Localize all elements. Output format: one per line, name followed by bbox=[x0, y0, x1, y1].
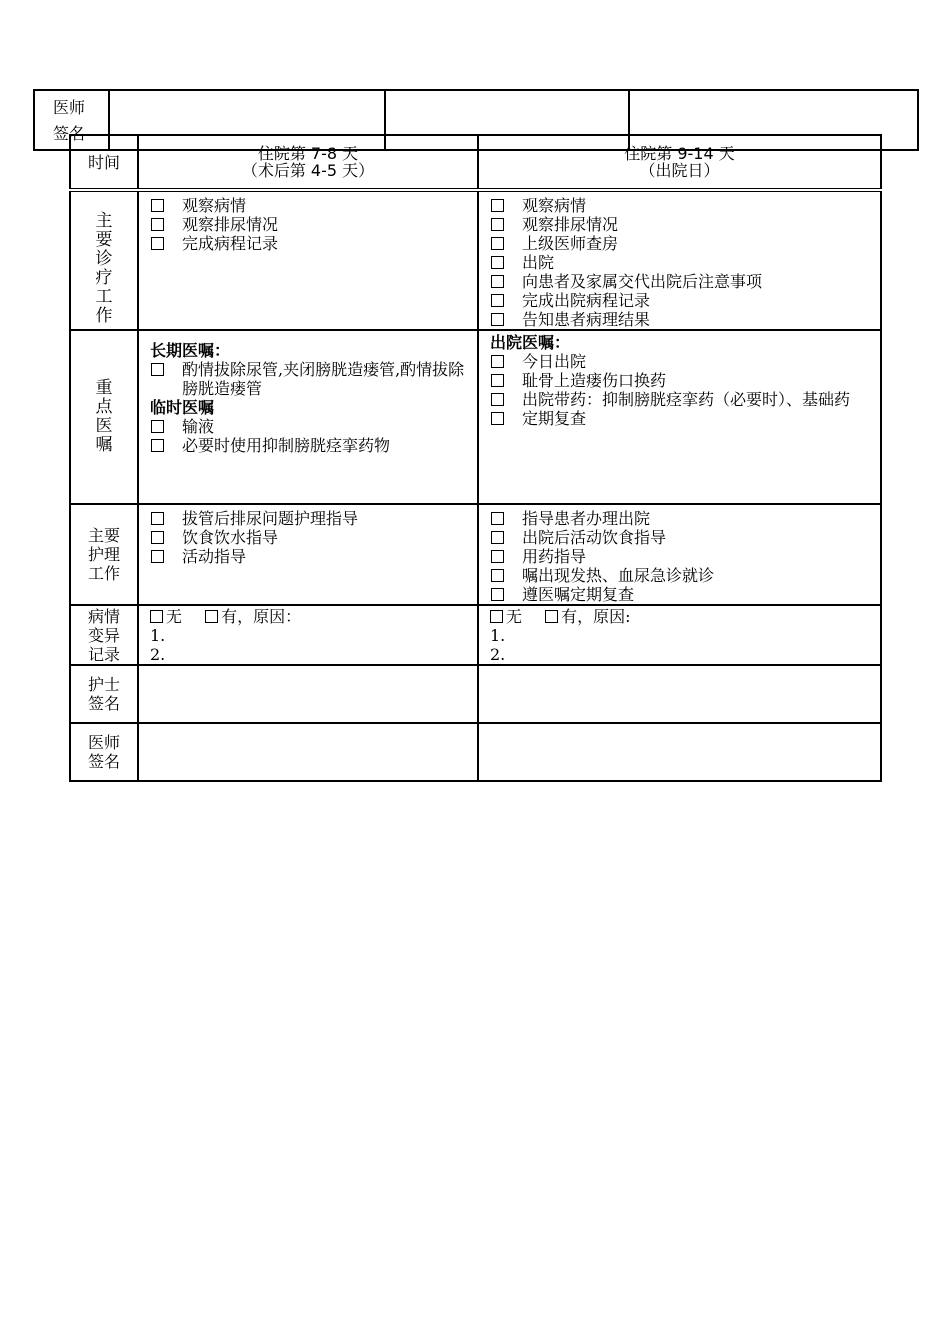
nurse-signature-day-7-8[interactable] bbox=[138, 665, 478, 723]
variance-day-7-8 bbox=[138, 605, 478, 665]
day-7-8-subtitle: （术后第 4-5 天） bbox=[241, 161, 375, 180]
checkbox-icon[interactable] bbox=[151, 420, 164, 433]
nursing-day-7-8 bbox=[138, 504, 478, 605]
nurse-signature-row bbox=[70, 665, 881, 723]
discharge-orders-title: 出院医嘱： bbox=[490, 333, 571, 352]
item-text: 出院 bbox=[522, 253, 555, 272]
label-line: 护士 bbox=[87, 675, 120, 694]
item-text: 观察排尿情况 bbox=[182, 215, 279, 234]
label-char: 嘱 bbox=[95, 435, 113, 455]
checkbox-icon[interactable] bbox=[490, 610, 503, 623]
item-text: 酌情拔除尿管,夹闭膀胱造瘘管,酌情拔除膀胱造瘘管 bbox=[182, 360, 465, 398]
checkbox-icon[interactable] bbox=[491, 256, 504, 269]
label-line: 护理 bbox=[87, 545, 120, 564]
item-text: 今日出院 bbox=[522, 352, 587, 371]
day-9-14-title: 住院第 9-14 天 bbox=[624, 144, 735, 163]
checkbox-icon[interactable] bbox=[491, 237, 504, 250]
item-text: 用药指导 bbox=[522, 547, 587, 566]
variance-label bbox=[70, 605, 138, 665]
item-text: 定期复查 bbox=[522, 409, 587, 428]
checklist-item[interactable] bbox=[490, 409, 870, 428]
item-text: 出院带药：抑制膀胱痉挛药（必要时）、基础药 bbox=[522, 390, 851, 409]
checklist-item[interactable] bbox=[490, 371, 870, 390]
option-text: 无 bbox=[166, 607, 183, 626]
checklist-item[interactable] bbox=[490, 234, 870, 253]
diagnosis-row bbox=[70, 190, 881, 330]
variance-item-1[interactable]: 1. bbox=[490, 626, 506, 645]
checklist-item[interactable] bbox=[150, 528, 467, 547]
label-char: 诊 bbox=[95, 249, 113, 269]
label-char: 疗 bbox=[95, 268, 113, 288]
checkbox-icon[interactable] bbox=[491, 393, 504, 406]
label-char: 医 bbox=[95, 416, 113, 436]
checklist-item[interactable] bbox=[490, 547, 870, 566]
checklist-item[interactable] bbox=[490, 272, 870, 291]
variance-yes-option[interactable] bbox=[545, 607, 630, 626]
time-label: 时间 bbox=[70, 135, 138, 190]
doctor-signature-label-line2: 签名 bbox=[53, 124, 86, 143]
day-7-8-title: 住院第 7-8 天 bbox=[257, 144, 359, 163]
checkbox-icon[interactable] bbox=[150, 610, 163, 623]
label-line: 医师 bbox=[87, 733, 120, 752]
checklist-item[interactable] bbox=[490, 509, 870, 528]
item-text: 观察病情 bbox=[522, 196, 587, 215]
orders-day-9-14 bbox=[478, 330, 881, 504]
variance-item-1[interactable]: 1. bbox=[150, 626, 166, 645]
checkbox-icon[interactable] bbox=[491, 374, 504, 387]
nurse-signature-label bbox=[70, 665, 138, 723]
clinical-pathway-table bbox=[69, 134, 882, 782]
item-text: 出院后活动饮食指导 bbox=[522, 528, 667, 547]
day-7-8-header bbox=[138, 135, 478, 190]
item-text: 活动指导 bbox=[182, 547, 247, 566]
label-line: 变异 bbox=[87, 625, 120, 645]
checklist-item[interactable] bbox=[150, 196, 467, 215]
checkbox-icon[interactable] bbox=[491, 512, 504, 525]
checklist-item[interactable] bbox=[150, 215, 467, 234]
item-text: 遵医嘱定期复查 bbox=[522, 585, 635, 604]
checkbox-icon[interactable] bbox=[491, 355, 504, 368]
checklist-item[interactable] bbox=[150, 360, 467, 398]
variance-none-option[interactable] bbox=[490, 607, 522, 626]
item-text: 观察病情 bbox=[182, 196, 247, 215]
label-char: 作 bbox=[95, 306, 113, 326]
item-text: 嘱出现发热、血尿急诊就诊 bbox=[522, 566, 715, 585]
label-line: 主要 bbox=[87, 526, 120, 545]
checklist-item[interactable] bbox=[150, 234, 467, 253]
checkbox-icon[interactable] bbox=[151, 439, 164, 452]
nursing-label bbox=[70, 504, 138, 605]
checkbox-icon[interactable] bbox=[151, 199, 164, 212]
checkbox-icon[interactable] bbox=[151, 363, 164, 376]
checklist-item[interactable] bbox=[490, 585, 870, 604]
checkbox-icon[interactable] bbox=[491, 275, 504, 288]
checkbox-icon[interactable] bbox=[491, 531, 504, 544]
checklist-item[interactable] bbox=[150, 417, 467, 436]
checkbox-icon[interactable] bbox=[491, 313, 504, 326]
diagnosis-label bbox=[70, 190, 138, 330]
nursing-day-9-14 bbox=[478, 504, 881, 605]
checkbox-icon[interactable] bbox=[151, 531, 164, 544]
label-char: 主 bbox=[95, 211, 113, 231]
checklist-item[interactable] bbox=[490, 253, 870, 272]
item-text: 向患者及家属交代出院后注意事项 bbox=[522, 272, 763, 291]
checklist-item[interactable] bbox=[150, 509, 467, 528]
day-9-14-header bbox=[478, 135, 881, 190]
diagnosis-day-9-14 bbox=[478, 190, 881, 330]
label-line: 记录 bbox=[87, 644, 120, 664]
option-text: 有，原因: bbox=[561, 607, 631, 626]
checklist-item[interactable] bbox=[490, 390, 870, 409]
variance-yes-option[interactable] bbox=[205, 607, 301, 626]
checkbox-icon[interactable] bbox=[491, 569, 504, 582]
checkbox-icon[interactable] bbox=[205, 610, 218, 623]
item-text: 完成病程记录 bbox=[182, 234, 279, 253]
doctor-signature-label-line1: 医师 bbox=[53, 98, 86, 117]
day-9-14-subtitle: （出院日） bbox=[639, 161, 720, 180]
item-text: 观察排尿情况 bbox=[522, 215, 619, 234]
variance-none-option[interactable] bbox=[150, 607, 182, 626]
option-text: 无 bbox=[506, 607, 523, 626]
diagnosis-day-7-8 bbox=[138, 190, 478, 330]
checklist-item[interactable] bbox=[490, 528, 870, 547]
item-text: 耻骨上造瘘伤口换药 bbox=[522, 371, 667, 390]
checkbox-icon[interactable] bbox=[491, 294, 504, 307]
checklist-item[interactable] bbox=[490, 566, 870, 585]
checkbox-icon[interactable] bbox=[151, 237, 164, 250]
label-char: 工 bbox=[95, 287, 113, 307]
item-text: 完成出院病程记录 bbox=[522, 291, 651, 310]
temporary-orders-title: 临时医嘱 bbox=[150, 398, 215, 417]
label-line: 签名 bbox=[87, 694, 120, 713]
checklist-item[interactable] bbox=[490, 310, 870, 329]
variance-day-9-14 bbox=[478, 605, 881, 665]
item-text: 输液 bbox=[182, 417, 215, 436]
checkbox-icon[interactable] bbox=[151, 550, 164, 563]
orders-label bbox=[70, 330, 138, 504]
nursing-row bbox=[70, 504, 881, 605]
checklist-item[interactable] bbox=[150, 547, 467, 566]
checkbox-icon[interactable] bbox=[151, 218, 164, 231]
item-text: 告知患者病理结果 bbox=[522, 310, 651, 329]
option-text: 有，原因： bbox=[221, 607, 302, 626]
label-char: 要 bbox=[95, 230, 113, 250]
checklist-item[interactable] bbox=[490, 291, 870, 310]
checklist-item[interactable] bbox=[490, 352, 870, 371]
label-line: 病情 bbox=[87, 606, 120, 626]
label-line: 工作 bbox=[87, 564, 120, 583]
checkbox-icon[interactable] bbox=[545, 610, 558, 623]
doctor-signature-day-9-14[interactable] bbox=[478, 723, 881, 781]
label-char: 重 bbox=[95, 378, 113, 398]
checklist-item[interactable] bbox=[490, 215, 870, 234]
item-text: 上级医师查房 bbox=[522, 234, 619, 253]
variance-row bbox=[70, 605, 881, 665]
orders-row bbox=[70, 330, 881, 504]
checkbox-icon[interactable] bbox=[491, 588, 504, 601]
label-char: 点 bbox=[95, 397, 113, 417]
variance-item-2[interactable]: 2. bbox=[490, 645, 506, 664]
checkbox-icon[interactable] bbox=[491, 412, 504, 425]
item-text: 指导患者办理出院 bbox=[522, 509, 651, 528]
orders-day-7-8 bbox=[138, 330, 478, 504]
checkbox-icon[interactable] bbox=[491, 199, 504, 212]
label-line: 签名 bbox=[87, 752, 120, 771]
long-term-orders-title: 长期医嘱： bbox=[150, 341, 231, 360]
item-text: 饮食饮水指导 bbox=[182, 528, 279, 547]
item-text: 拔管后排尿问题护理指导 bbox=[182, 509, 359, 528]
checklist-item[interactable] bbox=[490, 196, 870, 215]
item-text: 必要时使用抑制膀胱痉挛药物 bbox=[182, 436, 391, 455]
checkbox-icon[interactable] bbox=[151, 512, 164, 525]
doctor-signature-label bbox=[70, 723, 138, 781]
variance-item-2[interactable]: 2. bbox=[150, 645, 166, 664]
doctor-signature-day-7-8[interactable] bbox=[138, 723, 478, 781]
header-row bbox=[70, 135, 881, 190]
nurse-signature-day-9-14[interactable] bbox=[478, 665, 881, 723]
checkbox-icon[interactable] bbox=[491, 218, 504, 231]
doctor-signature-row bbox=[70, 723, 881, 781]
checkbox-icon[interactable] bbox=[491, 550, 504, 563]
checklist-item[interactable] bbox=[150, 436, 467, 455]
